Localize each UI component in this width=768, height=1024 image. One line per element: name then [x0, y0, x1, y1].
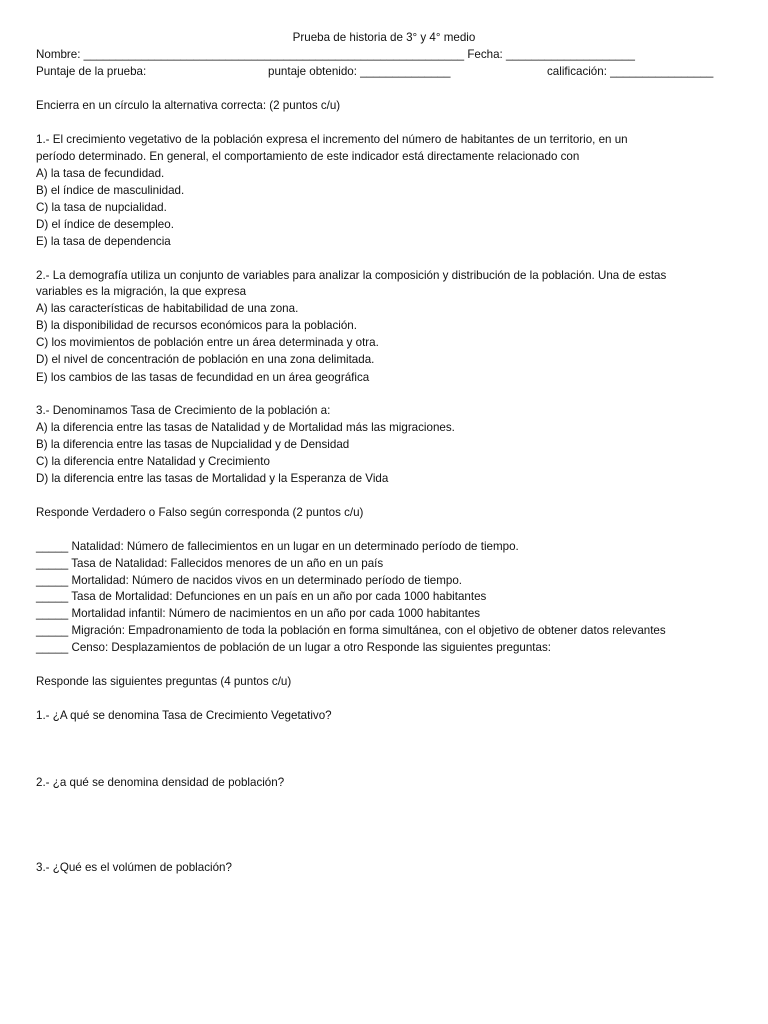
tf-item-tasa-natalidad: _____ Tasa de Natalidad: Fallecidos menores de un año en un país: [36, 557, 384, 570]
q2-stem-line-1: 2.- La demografía utiliza un conjunto de variables para analizar la composición y distribución de la población. Una de estas: [36, 269, 667, 282]
tf-item-mortalidad-infantil: _____ Mortalidad infantil: Número de nacimientos en un año por cada 1000 habitantes: [36, 607, 481, 620]
exam-title: Prueba de historia de 3° y 4° medio: [292, 31, 476, 44]
q1-stem-line-1: 1.- El crecimiento vegetativo de la población expresa el incremento del número de habitantes de un territorio, en un: [36, 133, 628, 146]
q1-stem-line-2: período determinado. En general, el comportamiento de este indicador está directamente relacionado con: [36, 150, 580, 163]
q1-option-d: D) el índice de desempleo.: [36, 218, 174, 231]
tf-item-tasa-mortalidad: _____ Tasa de Mortalidad: Defunciones en un país en un año por cada 1000 habitantes: [36, 590, 487, 603]
tf-item-mortalidad: _____ Mortalidad: Número de nacidos vivos en un determinado período de tiempo.: [36, 574, 463, 587]
open-question-2: 2.- ¿a qué se denomina densidad de población?: [36, 776, 285, 789]
q3-option-c: C) la diferencia entre Natalidad y Crecimiento: [36, 455, 270, 468]
q3-stem: 3.- Denominamos Tasa de Crecimiento de la población a:: [36, 404, 331, 417]
calificacion-label: calificación: ________________: [547, 65, 714, 78]
q1-option-b: B) el índice de masculinidad.: [36, 184, 185, 197]
nombre-fecha-line: Nombre: ___________________________________________________________ Fecha: ____________________: [36, 48, 635, 61]
q1-option-c: C) la tasa de nupcialidad.: [36, 201, 167, 214]
q1-option-e: E) la tasa de dependencia: [36, 235, 171, 248]
q2-option-a: A) las características de habitabilidad de una zona.: [36, 302, 299, 315]
q2-option-e: E) los cambios de las tasas de fecundidad en un área geográfica: [36, 371, 370, 384]
tf-item-censo: _____ Censo: Desplazamientos de población de un lugar a otro Responde las siguientes preguntas:: [36, 641, 551, 654]
tf-item-natalidad: _____ Natalidad: Número de fallecimientos en un lugar en un determinado período de tiempo.: [36, 540, 519, 553]
section1-instruction: Encierra en un círculo la alternativa correcta: (2 puntos c/u): [36, 99, 341, 112]
section2-instruction: Responde Verdadero o Falso según corresponda (2 puntos c/u): [36, 506, 364, 519]
puntaje-label: Puntaje de la prueba:: [36, 65, 147, 78]
open-question-1: 1.- ¿A qué se denomina Tasa de Crecimiento Vegetativo?: [36, 709, 332, 722]
q1-option-a: A) la tasa de fecundidad.: [36, 167, 165, 180]
q3-option-a: A) la diferencia entre las tasas de Natalidad y de Mortalidad más las migraciones.: [36, 421, 455, 434]
tf-item-migracion: _____ Migración: Empadronamiento de toda la población en forma simultánea, con el objetivo de obtener datos relevantes: [36, 624, 666, 637]
q2-option-d: D) el nivel de concentración de población en una zona delimitada.: [36, 353, 375, 366]
q3-option-b: B) la diferencia entre las tasas de Nupcialidad y de Densidad: [36, 438, 350, 451]
open-question-3: 3.- ¿Qué es el volúmen de población?: [36, 861, 232, 874]
q2-option-c: C) los movimientos de población entre un área determinada y otra.: [36, 336, 379, 349]
q3-option-d: D) la diferencia entre las tasas de Mortalidad y la Esperanza de Vida: [36, 472, 389, 485]
puntaje-obtenido-label: puntaje obtenido: ______________: [268, 65, 451, 78]
q2-option-b: B) la disponibilidad de recursos económicos para la población.: [36, 319, 357, 332]
section3-instruction: Responde las siguientes preguntas (4 puntos c/u): [36, 675, 292, 688]
q2-stem-line-2: variables es la migración, la que expresa: [36, 285, 247, 298]
